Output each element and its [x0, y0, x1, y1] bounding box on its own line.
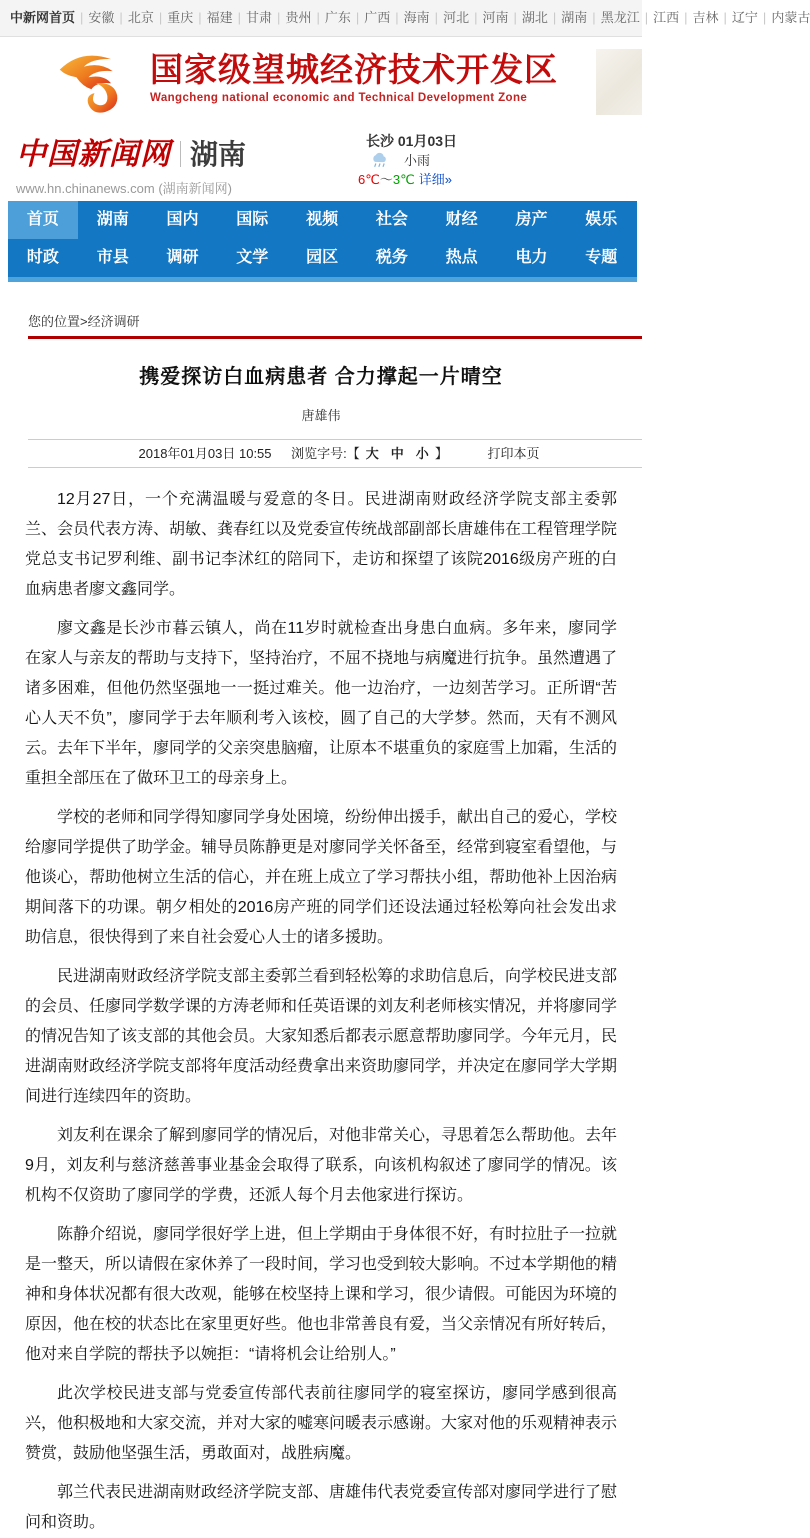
- topbar-link[interactable]: | 广西: [351, 10, 390, 25]
- nav-item[interactable]: 园区: [306, 249, 339, 266]
- font-size-options: [360, 446, 435, 461]
- nav-item[interactable]: 电力: [515, 249, 548, 266]
- print-page-link[interactable]: 打印本页: [487, 446, 540, 461]
- nav-item[interactable]: 专题: [585, 249, 618, 266]
- topbar-link[interactable]: | 湖北: [508, 10, 547, 25]
- font-size-control: [291, 446, 451, 461]
- nav-item[interactable]: 房产: [515, 211, 548, 228]
- rain-cloud-icon: [370, 153, 390, 169]
- article-paragraph: 陈静介绍说，廖同学很好学上进，但上学期由于身体很不好，有时拉肚子一拉就是一整天，所以请假在家休养了一段时间，学习也受到较大影响。不过本学期他的精神和身体状况都有很大改观，能够在校坚持上课和学习，很少请假。可能因为环境的原因，他在校的状态比在家里更好些。他也非常善良有爱，当父亲情况有所好转后，他对来自学院的帮扶予以婉拒：“请将机会让给别人。”: [25, 1226, 618, 1363]
- topbar-link[interactable]: | 北京: [114, 10, 153, 25]
- font-size-suffix: 】: [434, 446, 448, 461]
- weather-date: 01月03日: [397, 133, 458, 149]
- nav-item[interactable]: 文学: [236, 249, 269, 266]
- breadcrumb: [28, 311, 642, 339]
- article-datetime: 2018年01月03日 10:55: [138, 446, 272, 461]
- topbar-link[interactable]: | 河北: [430, 10, 469, 25]
- site-logo-region: 湖南: [190, 139, 247, 170]
- topbar-link[interactable]: | 福建: [193, 10, 232, 25]
- nav-row-1: [8, 201, 637, 239]
- weather-widget: [358, 132, 457, 189]
- site-logo-cn: 中国新闻网: [16, 137, 171, 172]
- topbar-link[interactable]: | 湖南: [548, 10, 587, 25]
- nav-item[interactable]: 娱乐: [585, 211, 618, 228]
- article-paragraph: 刘友利在课余了解到廖同学的情况后，对他非常关心，寻思着怎么帮助他。去年9月，刘友利与慈济慈善事业基金会取得了联系，向该机构叙述了廖同学的情况。该机构不仅资助了廖同学的学费，还派人每个月去他家进行探访。: [25, 1127, 618, 1204]
- article-paragraph: 民进湖南财政经济学院支部主委郭兰看到轻松筹的求助信息后，向学校民进支部的会员、任廖同学数学课的方涛老师和任英语课的刘友利老师核实情况，并将廖同学的情况告知了该支部的其他会员。大家知悉后都表示愿意帮助廖同学。今年元月，民进湖南财政经济学院支部将年度活动经费拿出来资助廖同学，并决定在廖同学大学期间进行连续四年的资助。: [25, 968, 618, 1105]
- article-paragraph: 此次学校民进支部与党委宣传部代表前往廖同学的寝室探访，廖同学感到很高兴，他积极地和大家交流，并对大家的嘘寒问暖表示感谢。大家对他的乐观精神表示赞赏，鼓励他坚强生活，勇敢面对，战胜病魔。: [25, 1385, 618, 1462]
- page-title: 携爱探访白血病患者 合力撑起一片晴空: [139, 366, 503, 388]
- weather-condition: 小雨: [404, 153, 431, 168]
- nav-item[interactable]: 国内: [166, 211, 199, 228]
- topbar-link[interactable]: | 广东: [311, 10, 350, 25]
- banner-title: 国家级望城经济技术开发区: [150, 51, 558, 88]
- breadcrumb-prefix: 您的位置>: [28, 314, 88, 329]
- topbar-link[interactable]: | 贵州: [272, 10, 311, 25]
- nav-item[interactable]: 时政: [26, 249, 59, 266]
- logo-divider: [180, 141, 181, 167]
- site-logo[interactable]: [16, 129, 246, 197]
- nav-item[interactable]: 调研: [166, 249, 199, 266]
- weather-city-date: [358, 132, 457, 151]
- nav-item[interactable]: 市县: [96, 249, 129, 266]
- nav-item[interactable]: 视频: [306, 211, 339, 228]
- nav-item[interactable]: 国际: [236, 211, 269, 228]
- temp-low: 3℃: [392, 172, 415, 187]
- nav-item[interactable]: 税务: [375, 249, 408, 266]
- font-size-prefix: 浏览字号:【: [291, 446, 360, 461]
- breadcrumb-section-link[interactable]: 经济调研: [87, 314, 140, 329]
- topbar-link[interactable]: | 黑龙江: [587, 10, 639, 25]
- nav-bottom-strip: [8, 277, 637, 282]
- article-paragraph: 廖文鑫是长沙市暮云镇人，尚在11岁时就检查出身患白血病。多年来，廖同学在家人与亲友的帮助与支持下，坚持治疗，不屈不挠地与病魔进行抗争。虽然遭遇了诸多困难，但他仍然坚强地一一挺过难关。他一边治疗，一边刻苦学习。正所谓“苦心人天不负”，廖同学于去年顺利考入该校，圆了自己的大学梦。然而，天有不测风云。去年下半年，廖同学的父亲突患脑瘤，让原本不堪重负的家庭雪上加霜，生活的重担全部压在了做环卫工的母亲身上。: [25, 620, 618, 787]
- nav-item[interactable]: 热点: [445, 249, 478, 266]
- article-meta-bar: [28, 439, 642, 468]
- topbar: [0, 0, 810, 37]
- main-nav: [8, 201, 637, 277]
- topbar-link[interactable]: | 重庆: [154, 10, 193, 25]
- nav-row-2: [8, 239, 637, 277]
- topbar-link[interactable]: | 甘肃: [233, 10, 272, 25]
- temp-high: 6℃: [358, 172, 380, 187]
- masthead: [0, 127, 642, 201]
- article-paragraph: 郭兰代表民进湖南财政经济学院支部、唐雄伟代表党委宣传部对廖同学进行了慰问和资助。: [25, 1484, 618, 1531]
- nav-item[interactable]: 湖南: [96, 211, 129, 228]
- banner-text: [150, 49, 558, 104]
- article-body: [0, 468, 642, 1538]
- topbar-links: [75, 10, 810, 25]
- site-url: www.hn.chinanews.com (湖南新闻网): [16, 181, 232, 196]
- temp-tilde: ～: [379, 172, 393, 187]
- weather-detail-link[interactable]: 详细»: [418, 172, 452, 187]
- font-size-option[interactable]: 大: [365, 446, 379, 461]
- topbar-link[interactable]: | 吉林: [679, 10, 718, 25]
- topbar-link[interactable]: | 辽宁: [719, 10, 758, 25]
- article-paragraph: 12月27日，一个充满温暖与爱意的冬日。民进湖南财政经济学院支部主委郭兰、会员代表方涛、胡敏、龚春红以及党委宣传统战部副部长唐雄伟在工程管理学院党总支书记罗利维、副书记李沭红的陪同下，走访和探望了该院2016级房产班的白血病患者廖文鑫同学。: [25, 491, 618, 598]
- topbar-link[interactable]: | 河南: [469, 10, 508, 25]
- font-size-option[interactable]: 中: [390, 446, 404, 461]
- topbar-link[interactable]: | 江西: [640, 10, 679, 25]
- topbar-link[interactable]: | 内蒙古: [758, 10, 810, 25]
- weather-city: 长沙: [366, 133, 394, 149]
- weather-temps-row: [358, 170, 457, 189]
- article-author: 唐雄伟: [301, 408, 341, 423]
- font-size-option[interactable]: 小: [415, 446, 429, 461]
- topbar-link[interactable]: | 安徽: [75, 10, 114, 25]
- nav-item[interactable]: 社会: [375, 211, 408, 228]
- banner-subtitle: Wangcheng national economic and Technical Development Zone: [150, 92, 528, 104]
- weather-condition-row: [358, 151, 457, 170]
- nav-item[interactable]: 首页: [8, 201, 78, 239]
- banner-side-image: [596, 49, 642, 115]
- flame-phoenix-logo-icon: [55, 47, 137, 115]
- banner: [0, 37, 642, 127]
- nav-item[interactable]: 财经: [445, 211, 478, 228]
- article-paragraph: 学校的老师和同学得知廖同学身处困境，纷纷伸出援手，献出自己的爱心，学校给廖同学提供了助学金。辅导员陈静更是对廖同学关怀备至，经常到寝室看望他，与他谈心，帮助他树立生活的信心，并在班上成立了学习帮扶小组，帮助他补上因治病期间落下的功课。朝夕相处的2016房产班的同学们还设法通过轻松筹向社会发出求助信息，很快得到了来自社会爱心人士的诸多援助。: [25, 809, 618, 946]
- topbar-link[interactable]: | 海南: [390, 10, 429, 25]
- topbar-home-link[interactable]: 中新网首页: [10, 10, 76, 25]
